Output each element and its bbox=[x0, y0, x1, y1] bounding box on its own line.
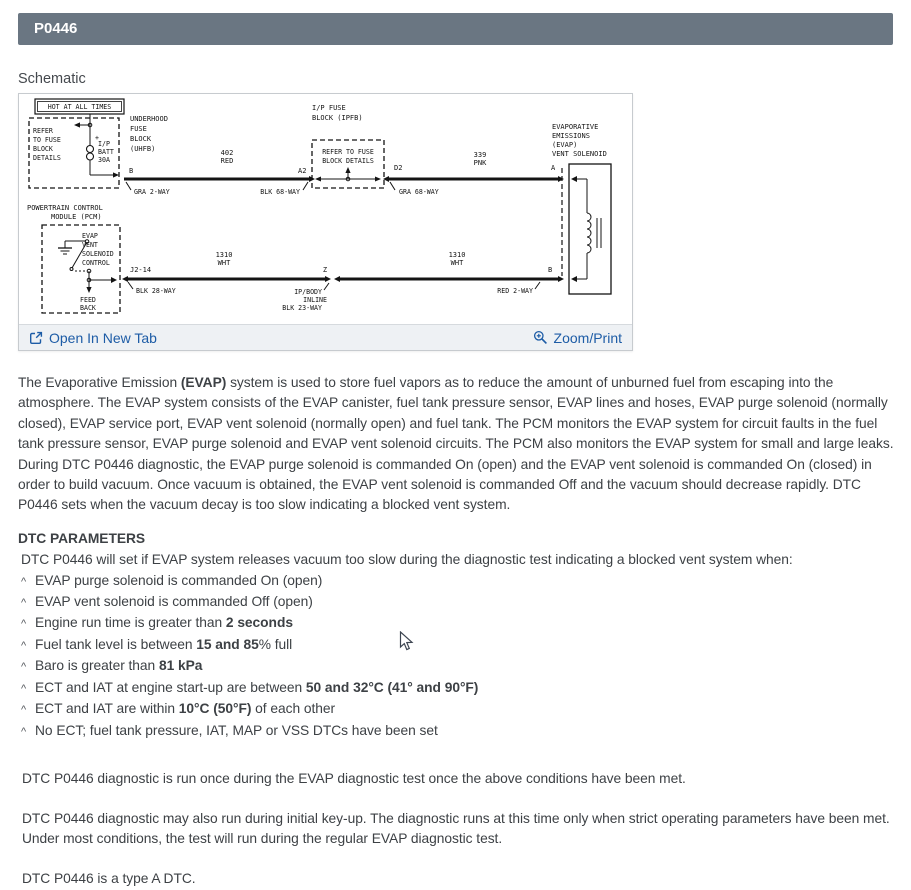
diagram-connector-label: INLINE bbox=[303, 296, 327, 304]
diagram-wire-color: RED bbox=[220, 157, 234, 165]
schematic-section-label: Schematic bbox=[18, 71, 86, 87]
evap-description: The Evaporative Emission (EVAP) system is used to store fuel vapors as to reduce the amount of unburned fuel from escaping into the atmosphere. The EVAP system consists of the EVAP canister, fuel tank pressure sensor, EVAP lines and hoses, EVAP purge solenoid (normally closed), EVAP service port, EVAP vent solenoid (normally open) and fuel tank. The PCM monitors the EVAP system for circuit faults in the fuel tank pressure sensor, EVAP purge solenoid and EVAP vent solenoid circuits. The PCM also monitors the EVAP system for small and large leaks. During DTC P0446 diagnostic, the EVAP purge solenoid is commanded On (open) and the EVAP vent solenoid is commanded On (closed) in order to build vacuum. Once vacuum is obtained, the EVAP vent solenoid is commanded Off and the vacuum should decrease rapidly. DTC P0446 sets when the vacuum decay is too slow indicating a blocked vent system. bbox=[18, 375, 894, 513]
caret-bullet: ^ bbox=[21, 639, 27, 652]
diagram-terminal: A bbox=[551, 164, 556, 172]
dtc-parameter-item: ^ No ECT; fuel tank pressure, IAT, MAP or VSS DTCs have been set bbox=[18, 721, 894, 742]
diagram-label: FUSE bbox=[130, 125, 147, 133]
diagram-label: I/P FUSE bbox=[312, 104, 346, 112]
dtc-parameter-item: ^ EVAP purge solenoid is commanded On (open) bbox=[18, 571, 894, 592]
dtc-parameter-item: ^ Fuel tank level is between 15 and 85% full bbox=[18, 635, 894, 656]
caret-bullet: ^ bbox=[21, 704, 27, 717]
wiring-diagram bbox=[19, 94, 632, 324]
open-in-new-tab-link[interactable] bbox=[29, 330, 157, 346]
diagram-label: UNDERHOOD bbox=[130, 115, 168, 123]
dtc-parameters-intro: DTC P0446 will set if EVAP system releases vacuum too slow during the diagnostic test indicating a blocked vent system when: bbox=[21, 552, 793, 568]
dtc-parameter-item: ^ ECT and IAT at engine start-up are between 50 and 32°C (41° and 90°F) bbox=[18, 678, 894, 699]
diagram-wire-number: 1310 bbox=[448, 251, 466, 259]
caret-bullet: ^ bbox=[21, 661, 27, 674]
diagram-label: REFER bbox=[33, 127, 53, 135]
caret-bullet: ^ bbox=[21, 725, 27, 738]
diagram-label: + bbox=[95, 134, 99, 142]
diagram-label: SOLENOID bbox=[82, 250, 114, 258]
diagram-label: EMISSIONS bbox=[552, 132, 590, 140]
closing-paragraph: DTC P0446 diagnostic is run once during the EVAP diagnostic test once the above conditions have been met. bbox=[22, 770, 686, 786]
dtc-title-bar bbox=[18, 13, 893, 45]
schematic-panel bbox=[18, 93, 633, 351]
diagram-label: (UHFB) bbox=[130, 145, 156, 153]
dtc-parameter-item: ^ ECT and IAT are within 10°C (50°F) of each other bbox=[18, 699, 894, 720]
dtc-parameter-item: ^ Engine run time is greater than 2 seconds bbox=[18, 613, 894, 634]
diagram-label: FEED bbox=[80, 296, 96, 304]
diagram-connector-label: GRA 2-WAY bbox=[134, 188, 170, 196]
dtc-code-title: P0446 bbox=[34, 20, 78, 37]
caret-bullet: ^ bbox=[21, 597, 27, 610]
zoom-print-label: Zoom/Print bbox=[553, 329, 622, 346]
diagram-label: EVAP bbox=[82, 232, 98, 240]
diagram-label: REFER TO FUSE bbox=[322, 148, 374, 156]
diagram-label: TO FUSE bbox=[33, 136, 61, 144]
zoom-print-icon bbox=[533, 330, 548, 345]
diagram-terminal: A2 bbox=[298, 167, 307, 175]
diagram-terminal: Z bbox=[322, 266, 328, 274]
open-in-new-tab-label: Open In New Tab bbox=[49, 329, 157, 346]
diagram-terminal: B bbox=[129, 167, 134, 175]
diagram-terminal: J2-14 bbox=[130, 266, 152, 274]
diagram-connector-label: GRA 68-WAY bbox=[399, 188, 439, 196]
diagram-label: VENT SOLENOID bbox=[552, 150, 607, 158]
diagram-wire-number: 339 bbox=[473, 151, 487, 159]
diagram-label: BLOCK bbox=[33, 145, 53, 153]
diagram-wire-color: WHT bbox=[217, 259, 231, 267]
dtc-parameters-list bbox=[18, 571, 894, 742]
closing-paragraph: DTC P0446 is a type A DTC. bbox=[22, 871, 196, 887]
diagram-wire-color: PNK bbox=[473, 159, 487, 167]
diagram-connector-label: BLK 28-WAY bbox=[136, 287, 176, 295]
diagram-wire-color: WHT bbox=[450, 259, 464, 267]
diagram-connector-label: BLK 68-WAY bbox=[260, 188, 300, 196]
diagram-label: DETAILS bbox=[33, 154, 61, 162]
diagram-label: BLOCK bbox=[130, 135, 152, 143]
diagram-label: (EVAP) bbox=[552, 141, 578, 149]
diagram-label: VENT bbox=[82, 241, 98, 249]
diagram-label: BLOCK DETAILS bbox=[322, 157, 374, 165]
closing-paragraph: DTC P0446 diagnostic may also run during initial key-up. The diagnostic runs at this time only when strict operating parameters have been met. Under most conditions, the test will run during the regular EVAP diagnostic test. bbox=[22, 810, 890, 847]
dtc-parameter-item: ^ EVAP vent solenoid is commanded Off (open) bbox=[18, 592, 894, 613]
diagram-terminal: B bbox=[548, 266, 553, 274]
diagram-label: BACK bbox=[80, 304, 96, 312]
diagram-label: HOT AT ALL TIMES bbox=[47, 103, 112, 111]
diagram-connector-label: IP/BODY bbox=[294, 288, 322, 296]
dtc-parameter-item: ^ Baro is greater than 81 kPa bbox=[18, 656, 894, 677]
caret-bullet: ^ bbox=[21, 682, 27, 695]
dtc-parameters-heading: DTC PARAMETERS bbox=[18, 530, 146, 546]
diagram-connector-label: BLK 23-WAY bbox=[282, 304, 322, 312]
diagram-connector-label: RED 2-WAY bbox=[497, 287, 533, 295]
diagram-wire-number: 402 bbox=[220, 149, 234, 157]
diagram-wire-number: 1310 bbox=[215, 251, 233, 259]
diagram-label: BATT bbox=[98, 148, 114, 156]
diagram-label: EVAPORATIVE bbox=[552, 123, 599, 131]
diagram-label: 30A bbox=[98, 156, 110, 164]
caret-bullet: ^ bbox=[21, 618, 27, 631]
diagram-label: CONTROL bbox=[82, 259, 110, 267]
diagram-label: MODULE (PCM) bbox=[51, 213, 102, 221]
zoom-print-link[interactable] bbox=[533, 330, 622, 346]
open-in-new-tab-icon bbox=[29, 331, 43, 345]
diagram-label: BLOCK (IPFB) bbox=[312, 114, 363, 122]
diagram-terminal: D2 bbox=[394, 164, 403, 172]
caret-bullet: ^ bbox=[21, 575, 27, 588]
schematic-toolbar bbox=[19, 324, 632, 350]
diagram-label: POWERTRAIN CONTROL bbox=[27, 204, 103, 212]
diagram-label: I/P bbox=[98, 140, 110, 148]
